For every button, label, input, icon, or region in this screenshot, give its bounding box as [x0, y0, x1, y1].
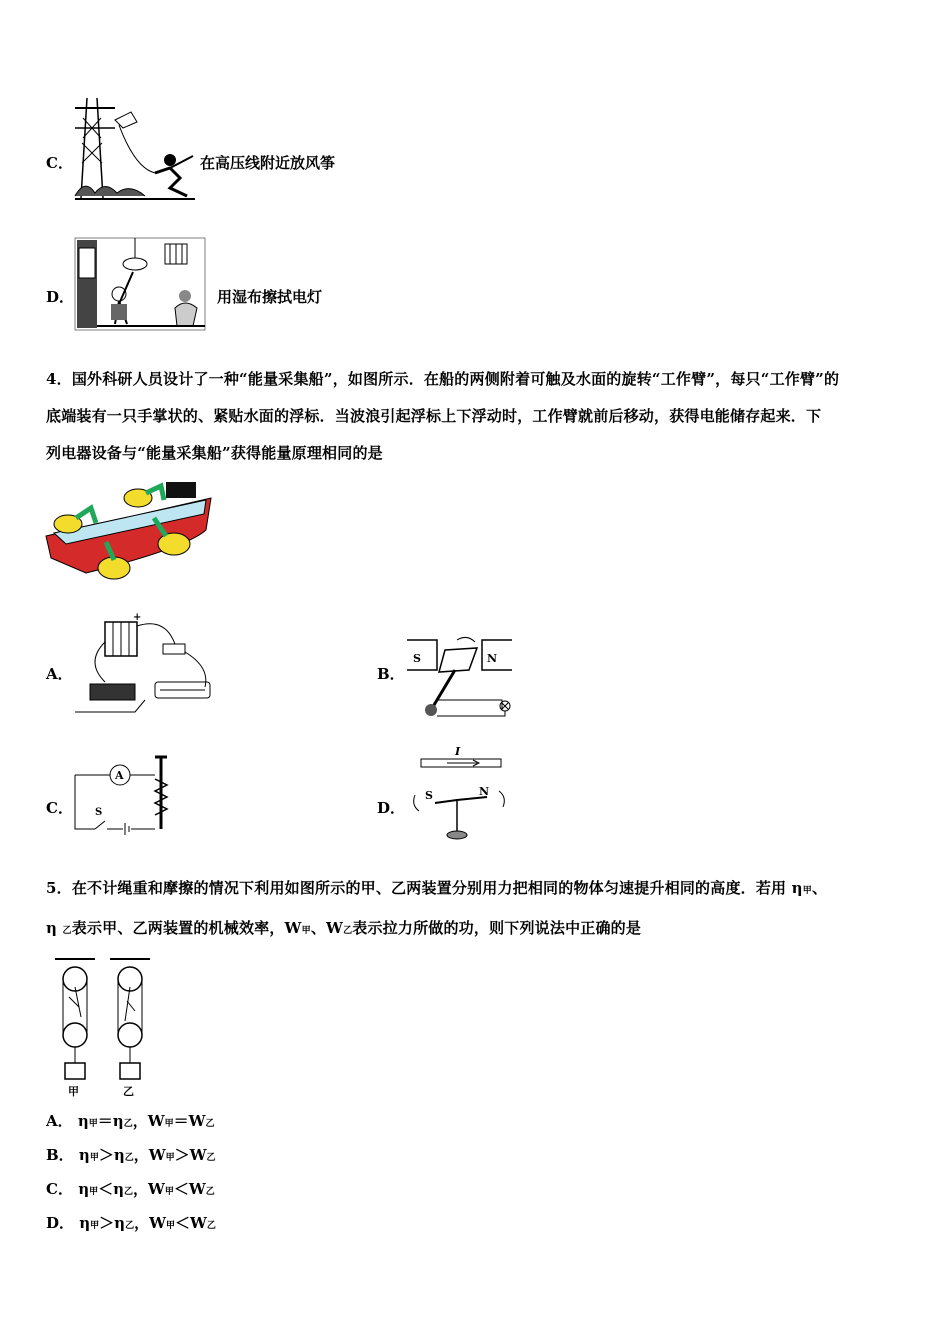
- magnet-s-label: S: [413, 652, 421, 665]
- q5-option-b[interactable]: B． η甲＞η乙，W甲＞W乙: [46, 1146, 216, 1164]
- oersted-compass-figure: [407, 745, 512, 845]
- generator-coil-magnet-figure: [407, 630, 517, 722]
- pulley-systems-figure: [55, 957, 155, 1099]
- switch-s-label: S: [95, 807, 103, 818]
- q4-option-d-label[interactable]: D．: [377, 799, 406, 817]
- q3-option-c-text: 在高压线附近放风筝: [200, 154, 336, 172]
- needle-s-label: S: [425, 789, 433, 802]
- q3-option-d-label[interactable]: D．: [46, 288, 75, 306]
- q4-option-a-label[interactable]: A．: [46, 665, 73, 683]
- q4-stem-line2: 底端装有一只手掌状的、紧贴水面的浮标．当波浪引起浮标上下浮动时，工作臂就前后移动，获得电能储存起来．下: [46, 407, 822, 425]
- q5-option-d[interactable]: D． η甲＞η乙，W甲＜W乙: [46, 1214, 216, 1232]
- q4-stem: [46, 361, 908, 472]
- magnet-n-label: N: [487, 652, 498, 665]
- energy-harvesting-boat-figure: [46, 478, 216, 586]
- q3-option-c-label[interactable]: C．: [46, 154, 73, 172]
- q5-option-a[interactable]: A． η甲＝η乙，W甲＝W乙: [46, 1112, 215, 1130]
- q4-option-c-label[interactable]: C．: [46, 799, 73, 817]
- pulley-label-yi: 乙: [123, 1085, 134, 1098]
- pulley-label-jia: 甲: [68, 1085, 79, 1098]
- kite-power-line-illustration: [75, 98, 200, 203]
- needle-n-label: N: [479, 785, 490, 798]
- battery-telegraph-circuit-figure: [75, 612, 220, 720]
- q5-stem: [46, 870, 908, 950]
- q5-stem-line1: 5．在不计绳重和摩擦的情况下利用如图所示的甲、乙两装置分别用力把相同的物体匀速提升相同的高度．若用 η甲、: [46, 879, 828, 897]
- electromagnet-nail-circuit-figure: [75, 755, 175, 833]
- q5-stem-line2: η 乙表示甲、乙两装置的机械效率，W甲、W乙表示拉力所做的功，则下列说法中正确的是: [46, 919, 642, 937]
- current-i-label: I: [455, 745, 461, 758]
- q3-option-d-text: 用湿布擦拭电灯: [217, 288, 323, 306]
- q4-option-b-label[interactable]: B．: [377, 665, 405, 683]
- battery-plus-sign: +: [133, 612, 142, 623]
- q4-stem-line1: 4．国外科研人员设计了一种“能量采集船”，如图所示．在船的两侧附着可触及水面的旋转“工作臂”，每只“工作臂”的: [46, 370, 840, 388]
- q5-option-c[interactable]: C． η甲＜η乙，W甲＜W乙: [46, 1180, 215, 1198]
- ammeter-a-label: A: [115, 769, 124, 782]
- wet-cloth-lamp-illustration: [75, 238, 205, 332]
- q4-stem-line3: 列电器设备与“能量采集船”获得能量原理相同的是: [46, 444, 383, 462]
